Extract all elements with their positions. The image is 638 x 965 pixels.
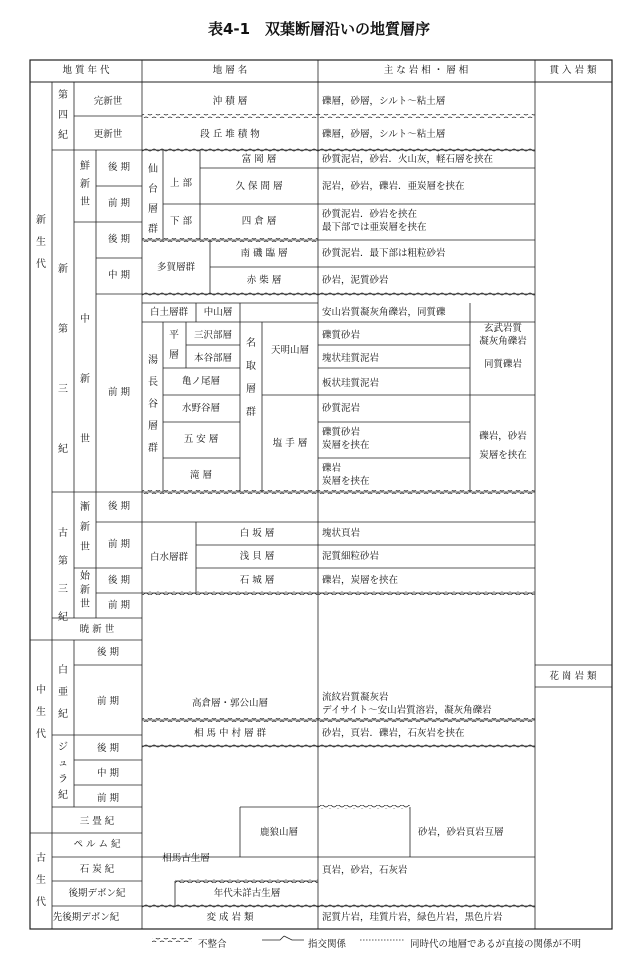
litho-shiote-3a: 礫岩 [322,463,342,474]
litho-shirasaka: 塊状頁岩 [322,528,361,539]
sub-jurassic-early: 前 期 [96,793,120,804]
formation-shiote: 塩 手 層 [272,438,308,449]
group-shirado: 白土層群 [149,307,189,318]
formation-misawa: 三沢部層 [193,330,233,341]
group-taira: 平層 [169,330,179,361]
header-era: 地 質 年 代 [62,65,110,76]
formation-ishiki: 石 城 層 [239,575,275,586]
epoch-miocene: 中新世 [80,314,90,445]
litho-soma: 頁岩，砂岩，石灰岩 [322,865,408,876]
sub-miocene-early: 前 期 [107,387,131,398]
sub-miocene-middle: 中 期 [107,270,131,281]
sub-oligocene-early: 前 期 [107,539,131,550]
formation-takakura: 高倉層・郭公山層 [191,698,269,709]
era-cenozoic: 新生代 [36,215,46,270]
litho-shiote-2b: 炭層を挟在 [322,440,370,451]
litho-takakura-2: デイサイト～安山岩質溶岩，凝灰角礫岩 [322,705,492,716]
formation-akashiba: 赤 柴 層 [246,275,282,286]
group-sendai-upper: 上 部 [169,178,193,189]
sub-pliocene-late: 後 期 [107,162,131,173]
intrusive-granite: 花 崗 岩 類 [549,671,597,682]
group-yunagaya: 湯長谷層群 [148,355,158,454]
litho-shiote-3b: 炭層を挟在 [322,476,370,487]
legend-unconformity: 不整合 [198,939,227,950]
sub-cretaceous-early: 前 期 [96,696,120,707]
sub-miocene-late: 後 期 [107,234,131,245]
litho-shiote-1: 砂質泥岩 [322,403,361,414]
litho-shiote-2a: 礫質砂岩 [322,427,361,438]
formation-asakai: 浅 貝 層 [239,551,275,562]
period-quaternary: 第四紀 [58,90,68,141]
litho-somanakamura: 砂岩，頁岩．礫岩，石灰岩を挟在 [322,728,465,739]
litho-shikaoyama: 砂岩，砂岩頁岩互層 [418,827,504,838]
intrusive-genbu-2: 凝灰角礫岩 [479,336,527,347]
header-intrusive: 貫 入 岩 類 [549,65,597,76]
litho-minami: 砂質泥岩．最下部は粗粒砂岩 [322,248,446,259]
litho-akashiba: 砂岩，泥質砂岩 [322,275,389,286]
legend-interfinger: 指交関係 [308,939,347,950]
litho-tenmyo-3: 板状珪質泥岩 [322,378,380,389]
sub-oligocene-late: 後 期 [107,501,131,512]
litho-ishiki: 礫岩，炭層を挟在 [322,575,399,586]
epoch-pleistocene: 更新世 [93,129,123,140]
formation-metamorphic: 変 成 岩 類 [206,912,254,923]
formation-taki: 滝 層 [189,470,213,481]
epoch-holocene: 完新世 [93,96,123,107]
formation-kubome: 久 保 間 層 [235,181,283,192]
period-jurassic: ジュラ紀 [58,742,68,801]
period-cretaceous: 白亜紀 [58,665,68,720]
period-pre-late-devonian: 先後期デボン紀 [52,912,120,923]
litho-tomioka: 砂質泥岩，砂岩．火山灰，軽石層を挟在 [322,154,494,165]
sub-eocene-early: 前 期 [107,600,131,611]
intrusive-conglo-1: 礫岩，砂岩 [479,431,527,442]
formation-nakayama: 中山層 [203,307,233,318]
formation-minamiisohara: 南 磯 臨 層 [240,248,288,259]
litho-metamorphic: 泥質片岩，珪質片岩，緑色片岩，黒色片岩 [322,912,503,923]
litho-kubome: 泥岩，砂岩，礫岩．亜炭層を挟在 [322,181,465,192]
formation-yokura: 四 倉 層 [241,216,277,227]
litho-takakura-1: 流紋岩質凝灰岩 [322,692,389,703]
table-title: 表4-1 双葉断層沿いの地質層序 [207,20,431,38]
intrusive-genbu-1: 玄武岩質 [483,323,523,334]
group-sendai: 仙台層群 [148,164,158,235]
legend-dotted: 同時代の地層であるが直接の関係が不明 [410,939,582,950]
epoch-eocene: 始新世 [80,571,90,610]
group-sendai-lower: 下 部 [169,216,193,227]
formation-terrace: 段 丘 堆 積 物 [200,129,260,140]
litho-tenmyo-1: 礫質砂岩 [322,330,361,341]
sub-eocene-late: 後 期 [107,575,131,586]
formation-tenmyosan: 天明山層 [270,345,310,356]
litho-yokura-2: 最下部では亜炭層を挟在 [322,222,427,233]
formation-tomioka: 富 岡 層 [241,154,277,165]
group-tage: 多賀層群 [156,262,196,273]
sub-pliocene-early: 前 期 [107,198,131,209]
intrusive-genbu-3: 同質礫岩 [483,359,523,370]
era-mesozoic: 中生代 [36,685,46,740]
intrusive-conglo-2: 炭層を挟在 [479,450,527,461]
formation-kamenoo: 亀ノ尾層 [181,376,221,387]
era-paleozoic: 古生代 [36,853,46,908]
formation-somanakamura: 相 馬 中 村 層 群 [193,728,267,739]
period-permian: ペ ル ム 紀 [73,839,121,850]
period-paleogene: 古第三紀 [58,528,68,623]
period-carboniferous: 石 炭 紀 [79,864,115,875]
formation-goyasu: 五 安 層 [183,434,219,445]
litho-alluvium: 礫層，砂層，シルト～粘土層 [322,96,446,107]
sub-jurassic-middle: 中 期 [96,768,120,779]
sub-jurassic-late: 後 期 [96,743,120,754]
formation-unknown-paleo: 年代未詳古生層 [213,888,281,899]
group-natori: 名取層群 [246,338,256,418]
epoch-pliocene: 鮮新世 [80,161,90,208]
litho-tenmyo-2: 塊状珪質泥岩 [322,353,380,364]
formation-alluvium: 沖 積 層 [212,96,248,107]
period-triassic: 三 畳 紀 [79,816,115,827]
group-soma-paleo: 相馬古生層 [162,853,210,864]
litho-asakai: 泥質細粒砂岩 [322,551,380,562]
period-late-devonian: 後期デボン紀 [68,888,126,899]
formation-hontani: 本谷部層 [193,353,233,364]
header-formation: 地 層 名 [212,65,248,76]
litho-terrace: 礫層，砂層，シルト～粘土層 [322,129,446,140]
formation-mizunoya: 水野谷層 [181,403,221,414]
group-shiramizu: 白水層群 [149,552,189,563]
formation-shikaoyama: 鹿狼山層 [259,827,299,838]
litho-yokura-1: 砂質泥岩．砂岩を挟在 [322,209,418,220]
header-lithology: 主 な 岩 相 ・ 層 相 [383,65,469,76]
epoch-paleocene: 暁 新 世 [79,624,115,635]
epoch-oligocene: 漸新世 [80,502,90,553]
period-neogene: 新第三紀 [58,264,68,455]
litho-andesite: 安山岩質凝灰角礫岩，同質礫 [322,307,446,318]
sub-cretaceous-late: 後 期 [96,647,120,658]
formation-shirasaka: 白 坂 層 [239,528,275,539]
